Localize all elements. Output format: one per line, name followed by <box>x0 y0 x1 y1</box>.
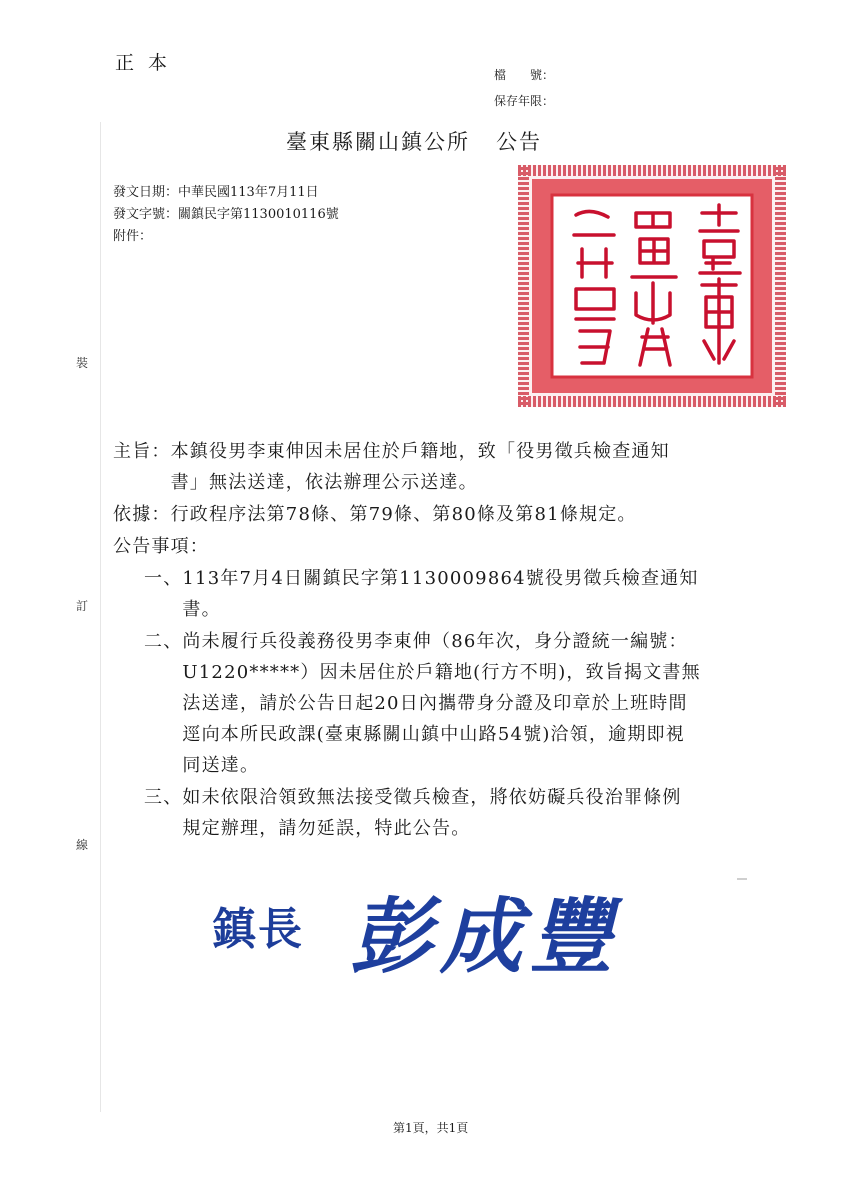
archive-number-label: 檔 號： <box>494 68 555 82</box>
binding-mark-staple: 訂 <box>76 599 89 613</box>
official-seal <box>518 165 786 407</box>
issue-date: 發文日期：中華民國113年7月11日 <box>113 185 319 200</box>
announcement-item-2-line-5: 同送達。 <box>144 755 260 776</box>
binding-mark-line: 線 <box>76 838 89 852</box>
page-number: 第1頁，共1頁 <box>393 1121 469 1135</box>
document-type: 公告 <box>496 130 542 154</box>
announcement-heading: 公告事項： <box>113 536 209 557</box>
legal-basis: 依據：行政程序法第78條、第79條、第80條及第81條規定。 <box>113 504 637 525</box>
binding-line <box>100 122 101 1112</box>
announcement-item-1-line-2: 書。 <box>144 599 221 620</box>
announcement-item-3-line-1: 三、如未依限洽領致無法接受徵兵檢查，將依妨礙兵役治罪條例 <box>144 787 682 808</box>
subject-line-2: 書」無法送達，依法辦理公示送達。 <box>113 472 478 493</box>
copy-mark: 正本 <box>115 52 182 74</box>
announcement-item-2-line-1: 二、尚未履行兵役義務役男李東伸（86年次，身分證統一編號： <box>144 631 688 652</box>
signature-title: 鎮長 <box>212 904 304 955</box>
retention-period-label: 保存年限： <box>494 94 555 108</box>
announcement-item-3-line-2: 規定辦理，請勿延誤，特此公告。 <box>144 818 471 839</box>
announcement-item-2-line-2: U1220*****）因未居住於戶籍地(行方不明)，致旨揭文書無 <box>144 662 701 683</box>
subject-line-1: 主旨：本鎮役男李東伸因未居住於戶籍地，致「役男徵兵檢查通知 <box>113 441 670 462</box>
agency-name: 臺東縣關山鎮公所 <box>286 130 470 154</box>
issue-number: 發文字號：關鎮民字第1130010116號 <box>113 207 339 222</box>
document-header <box>286 126 542 156</box>
announcement-item-1-line-1: 一、113年7月4日關鎮民字第1130009864號役男徵兵檢查通知 <box>144 568 699 589</box>
binding-mark-bind: 裝 <box>76 356 89 370</box>
scan-speck <box>737 878 747 880</box>
announcement-item-2-line-4: 逕向本所民政課(臺東縣關山鎮中山路54號)洽領，逾期即視 <box>144 724 685 745</box>
attachment-label: 附件： <box>113 229 153 244</box>
announcement-item-2-line-3: 法送達，請於公告日起20日內攜帶身分證及印章於上班時間 <box>144 693 688 714</box>
signature-name: 彭成豐 <box>350 889 620 985</box>
